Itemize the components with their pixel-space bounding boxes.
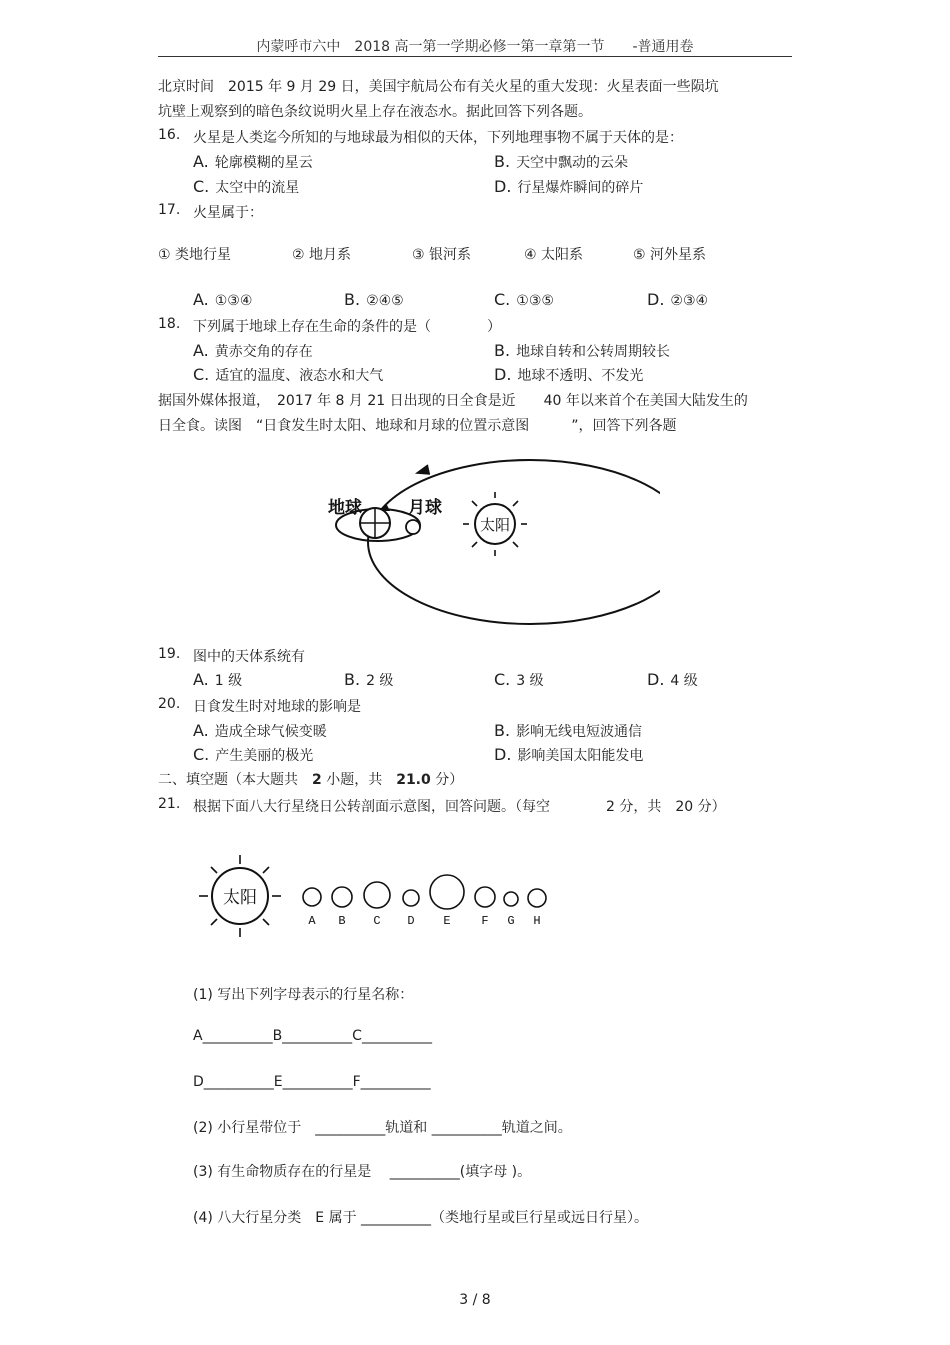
planet-e	[430, 875, 464, 909]
earth-icon	[360, 503, 390, 538]
page-number: 3 / 8	[459, 1292, 491, 1308]
planet-label-e: E	[443, 914, 451, 928]
q21-stem: 根据下面八大行星绕日公转剖面示意图，回答问题。（每空 2 分，共 20 分）	[193, 799, 726, 815]
q21-sub-2: (2) 小行星带位于 __________轨道和 __________轨道之间。	[193, 1120, 572, 1136]
q17-option-a: A. ①③④	[193, 290, 253, 309]
q21-sub-1-blanks-abc: A__________B__________C__________	[193, 1028, 432, 1044]
q17-number: 17.	[158, 202, 181, 218]
sun-label: 太阳	[223, 888, 257, 907]
q20-number: 20.	[158, 696, 181, 712]
sun-label: 太阳	[479, 517, 511, 534]
q21-sub-3: (3) 有生命物质存在的行星是 __________(填字母 )。	[193, 1164, 532, 1180]
page-header: 内蒙呼市六中 2018 高一第一学期必修一第一章第一节 -普通用卷	[256, 39, 694, 55]
q19-option-b: B. 2 级	[344, 670, 394, 689]
q16-number: 16.	[158, 127, 181, 143]
intro-1-line-2: 坑壁上观察到的暗色条纹说明火星上存在液态水。据此回答下列各题。	[158, 104, 592, 120]
q20-stem: 日食发生时对地球的影响是	[193, 699, 361, 715]
planet-label-h: H	[533, 914, 541, 928]
q16-option-c: C. 太空中的流星	[193, 177, 300, 196]
moon-label: 月球	[408, 498, 442, 517]
planet-label-b: B	[338, 914, 346, 928]
planet-h	[528, 889, 546, 907]
q20-option-a: A. 造成全球气候变暖	[193, 721, 327, 740]
eclipse-diagram	[320, 445, 660, 635]
earth-label: 地球	[328, 498, 362, 517]
intro-1-line-1: 北京时间 2015 年 9 月 29 日，美国宇航局公布有关火星的重大发现：火星表面一些陨坑	[158, 79, 719, 95]
q20-option-b: B. 影响无线电短波通信	[494, 721, 643, 740]
q19-option-a: A. 1 级	[193, 670, 243, 689]
planet-label-g: G	[507, 914, 515, 928]
q17-item-3: ③ 银河系	[412, 247, 472, 263]
q18-option-d: D. 地球不透明、不发光	[494, 365, 644, 384]
q18-option-b: B. 地球自转和公转周期较长	[494, 341, 671, 360]
q17-item-1: ① 类地行星	[158, 247, 232, 263]
planet-label-f: F	[481, 914, 489, 928]
intro-2-line-2: 日全食。读图 “日食发生时太阳、地球和月球的位置示意图 ”，回答下列各题	[158, 418, 677, 434]
q19-option-d: D. 4 级	[647, 670, 698, 689]
q19-option-c: C. 3 级	[494, 670, 544, 689]
q16-option-b: B. 天空中飘动的云朵	[494, 152, 629, 171]
q18-number: 18.	[158, 316, 181, 332]
planet-c	[364, 882, 390, 908]
q17-option-c: C. ①③⑤	[494, 290, 554, 309]
moon-icon	[406, 520, 420, 534]
intro-2-line-1: 据国外媒体报道， 2017 年 8 月 21 日出现的日全食是近 40 年以来首个在美国大陆发生的	[158, 393, 748, 409]
q17-option-b: B. ②④⑤	[344, 290, 404, 309]
q20-option-c: C. 产生美丽的极光	[193, 745, 314, 764]
section-2-heading: 二、填空题（本大题共 2 小题，共 21.0 分）	[158, 772, 464, 788]
q21-sub-4: (4) 八大行星分类 E 属于 __________（类地行星或巨行星或远日行星）。	[193, 1210, 649, 1226]
q17-item-5: ⑤ 河外星系	[633, 247, 707, 263]
planet-a	[303, 888, 321, 906]
q16-option-d: D. 行星爆炸瞬间的碎片	[494, 177, 644, 196]
q21-sub-1-blanks-def: D__________E__________F__________	[193, 1074, 431, 1090]
planet-label-a: A	[308, 914, 316, 928]
orbit-direction-arrow-icon	[417, 465, 430, 474]
header-rule	[158, 56, 792, 57]
q18-option-c: C. 适宜的温度、液态水和大气	[193, 365, 384, 384]
q17-item-4: ④ 太阳系	[524, 247, 584, 263]
planet-label-c: C	[373, 914, 381, 928]
q17-stem: 火星属于：	[193, 205, 263, 221]
planet-label-d: D	[407, 914, 415, 928]
q17-item-2: ② 地月系	[292, 247, 352, 263]
q17-option-d: D. ②③④	[647, 290, 709, 309]
planets-diagram	[190, 852, 560, 942]
q21-sub-1: (1) 写出下列字母表示的行星名称：	[193, 987, 414, 1003]
q16-stem: 火星是人类迄今所知的与地球最为相似的天体，下列地理事物不属于天体的是：	[193, 130, 683, 146]
q18-option-a: A. 黄赤交角的存在	[193, 341, 313, 360]
q19-stem: 图中的天体系统有	[193, 649, 305, 665]
q19-number: 19.	[158, 646, 181, 662]
q21-number: 21.	[158, 796, 181, 812]
q18-stem: 下列属于地球上存在生命的条件的是（ ）	[193, 319, 501, 335]
q16-option-a: A. 轮廓模糊的星云	[193, 152, 313, 171]
planet-g	[504, 892, 518, 906]
q20-option-d: D. 影响美国太阳能发电	[494, 745, 644, 764]
planet-f	[475, 887, 495, 907]
planet-d	[403, 890, 419, 906]
planet-b	[332, 887, 352, 907]
